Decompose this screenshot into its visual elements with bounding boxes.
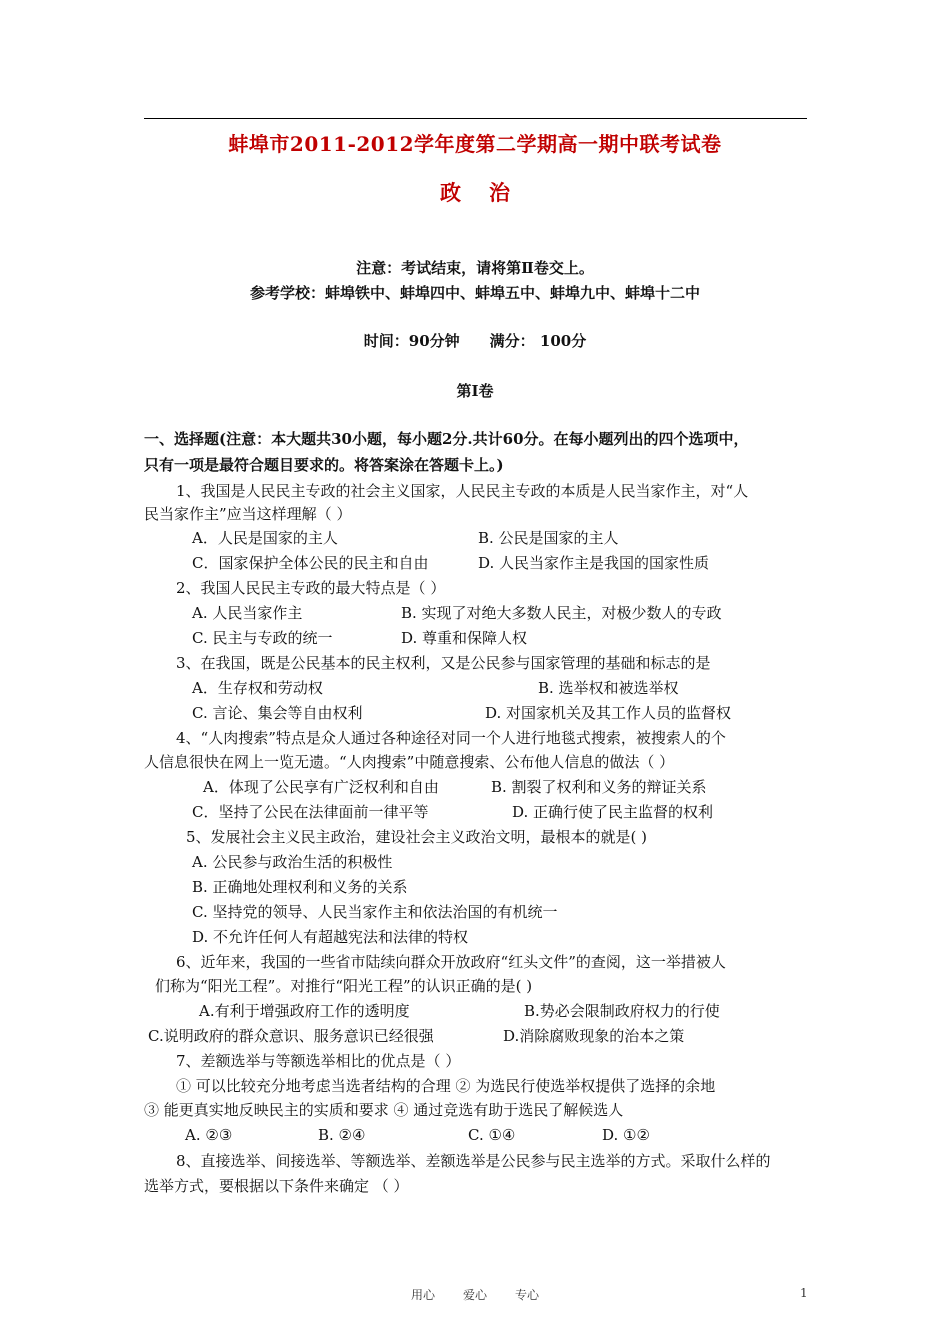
question-7-option-d: D. ①②: [602, 1126, 650, 1144]
question-1-stem-1: 1、我国是人民民主专政的社会主义国家，人民民主专政的本质是人民当家作主，对“人: [176, 482, 749, 500]
question-2-option-c: C. 民主与专政的统一: [192, 629, 333, 647]
question-8-stem-1: 8、直接选举、间接选举、等额选举、差额选举是公民参与民主选举的方式。采取什么样的: [176, 1152, 771, 1170]
question-7-option-b: B. ②④: [318, 1126, 366, 1144]
question-4-stem-1: 4、“人肉搜索”特点是众人通过各种途径对同一个人进行地毯式搜索，被搜索人的个: [176, 729, 726, 747]
question-2-option-d: D. 尊重和保障人权: [401, 629, 528, 647]
question-7-stem: 7、差额选举与等额选举相比的优点是（ ）: [176, 1052, 461, 1070]
question-7-statement-1: ① 可以比较充分地考虑当选者结构的合理 ② 为选民行使选举权提供了选择的余地: [176, 1077, 716, 1095]
question-1-option-b: B. 公民是国家的主人: [478, 529, 619, 547]
score-text: 满分： 100分: [489, 332, 587, 350]
question-1-option-d: D. 人民当家作主是我国的国家性质: [478, 554, 710, 572]
footer-word-3: 专心: [515, 1288, 540, 1302]
section-heading-line-2: 只有一项是最符合题目要求的。将答案涂在答题卡上。): [144, 456, 504, 474]
question-3-option-d: D. 对国家机关及其工作人员的监督权: [485, 704, 732, 722]
question-5-stem: 5、发展社会主义民主政治，建设社会主义政治文明，最根本的就是( ): [186, 828, 648, 846]
question-3-option-c: C. 言论、集会等自由权利: [192, 704, 363, 722]
question-5-option-d: D. 不允许任何人有超越宪法和法律的特权: [192, 928, 469, 946]
subject-char-1: 政: [440, 180, 461, 205]
question-2-option-a: A. 人民当家作主: [192, 604, 303, 622]
question-7-option-a: A. ②③: [185, 1126, 233, 1144]
question-1-option-c: C．国家保护全体公民的民主和自由: [192, 554, 429, 572]
exam-title: 蚌埠市2011-2012学年度第二学期高一期中联考试卷: [228, 132, 722, 156]
question-6-stem-1: 6、近年来，我国的一些省市陆续向群众开放政府“红头文件”的查阅，这一举措被人: [176, 953, 726, 971]
footer-word-2: 爱心: [462, 1288, 487, 1302]
question-1-stem-2: 民当家作主”应当这样理解（ ）: [144, 505, 352, 523]
question-8-stem-2: 选举方式，要根据以下条件来确定 （ ）: [144, 1177, 409, 1195]
question-3-option-b: B. 选举权和被选举权: [538, 679, 679, 697]
header-rule: [144, 118, 807, 119]
time-score-line: [0, 330, 950, 351]
question-4-option-a: A．体现了公民享有广泛权利和自由: [203, 778, 439, 796]
question-6-option-a: A.有利于增强政府工作的透明度: [199, 1002, 410, 1020]
question-4-option-c: C．坚持了公民在法律面前一律平等: [192, 803, 429, 821]
question-7-statement-2: ③ 能更真实地反映民主的实质和要求 ④ 通过竞选有助于选民了解候选人: [144, 1101, 624, 1119]
question-3-stem: 3、在我国，既是公民基本的民主权利，又是公民参与国家管理的基础和标志的是: [176, 654, 711, 672]
subject-char-2: 治: [489, 180, 510, 205]
question-4-stem-2: 人信息很快在网上一览无遗。“人肉搜索”中随意搜索、公布他人信息的做法（ ）: [144, 753, 675, 771]
question-4-option-b: B. 割裂了权利和义务的辩证关系: [491, 778, 707, 796]
section-heading-line-1: 一、选择题(注意：本大题共30小题，每小题2分.共计60分。在每小题列出的四个选项中，: [144, 430, 749, 448]
question-5-option-a: A. 公民参与政治生活的积极性: [192, 853, 393, 871]
question-5-option-b: B. 正确地处理权利和义务的关系: [192, 878, 408, 896]
footer-word-1: 用心: [410, 1288, 435, 1302]
subject-title: [0, 177, 950, 207]
schools-line: 参考学校：蚌埠铁中、蚌埠四中、蚌埠五中、蚌埠九中、蚌埠十二中: [249, 284, 700, 302]
question-6-option-d: D.消除腐败现象的治本之策: [503, 1027, 685, 1045]
volume-heading: 第Ⅰ卷: [456, 382, 494, 400]
page-number: 1: [800, 1286, 808, 1300]
time-text: 时间：90分钟: [363, 332, 460, 350]
question-5-option-c: C. 坚持党的领导、人民当家作主和依法治国的有机统一: [192, 903, 558, 921]
question-2-option-b: B. 实现了对绝大多数人民主，对极少数人的专政: [401, 604, 722, 622]
question-2-stem: 2、我国人民民主专政的最大特点是（ ）: [176, 579, 446, 597]
question-3-option-a: A．生存权和劳动权: [192, 679, 323, 697]
question-6-stem-2: 们称为“阳光工程”。对推行“阳光工程”的认识正确的是( ): [155, 977, 533, 995]
question-7-option-c: C. ①④: [468, 1126, 516, 1144]
question-6-option-b: B.势必会限制政府权力的行使: [524, 1002, 720, 1020]
question-1-option-a: A．人民是国家的主人: [192, 529, 338, 547]
question-6-option-c: C.说明政府的群众意识、服务意识已经很强: [148, 1027, 434, 1045]
question-4-option-d: D. 正确行使了民主监督的权利: [512, 803, 714, 821]
notice-line: 注意：考试结束，请将第Ⅱ卷交上。: [356, 259, 594, 277]
